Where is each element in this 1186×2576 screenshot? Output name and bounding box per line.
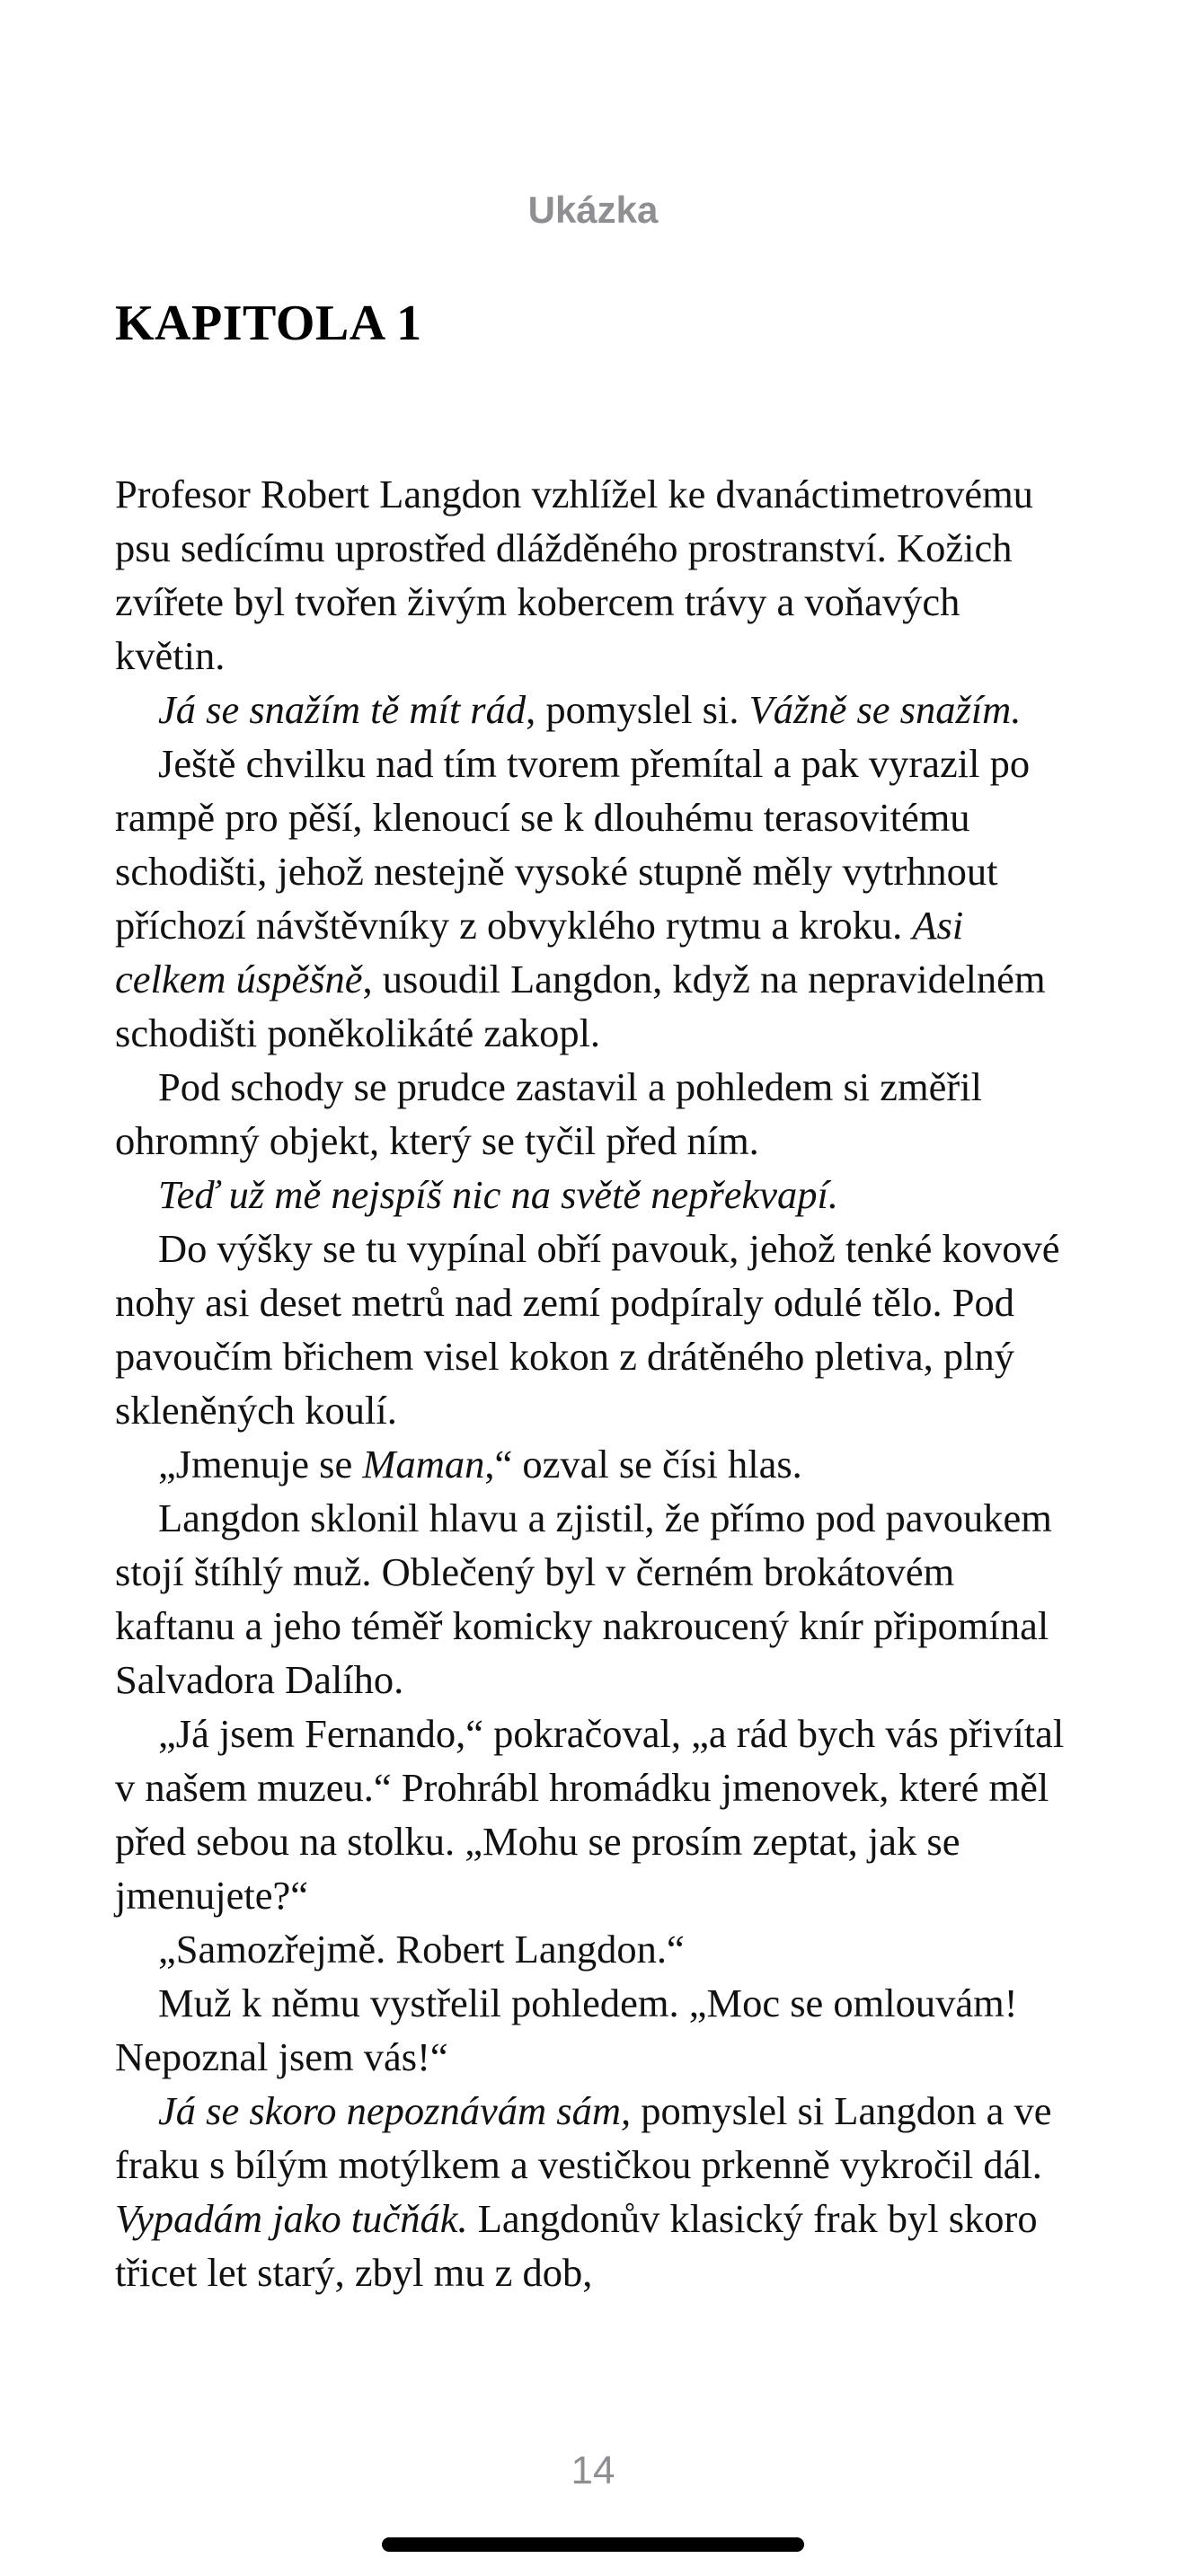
paragraph (115, 1437, 1076, 1491)
text-run: Muž k němu vystřelil pohledem. „Moc se omlouvám! Nepoznal jsem vás!“ (115, 1981, 1018, 2079)
text-run: „Já jsem Fernando,“ pokračoval, „a rád bych vás přivítal v našem muzeu.“ Prohrábl hromádku jmenovek, které měl před sebou na stolku. „Mohu se prosím zeptat, jak se jmenujete?“ (115, 1711, 1065, 1918)
paragraph (115, 1222, 1076, 1437)
paragraph (115, 737, 1076, 1060)
paragraph (115, 1168, 1076, 1222)
paragraph (115, 2084, 1076, 2299)
home-indicator[interactable] (382, 2537, 804, 2552)
italic-text: Maman (362, 1442, 485, 1486)
page-number: 14 (571, 2448, 615, 2492)
book-text (115, 467, 1076, 2299)
text-run: Ještě chvilku nad tím tvorem přemítal a pak vyrazil po rampě pro pěší, klenoucí se k dlouhému terasovitému schodišti, jehož nestejně vysoké stupně měly vytrhnout příchozí návštěvníky z obvyklého rytmu a kroku. (115, 741, 1031, 948)
italic-text: Vypadám jako tučňák. (115, 2196, 468, 2241)
text-run: ,“ ozval se čísi hlas. (484, 1442, 802, 1486)
text-run: , usoudil Langdon, když na nepravidelném schodišti poněkolikáté zakopl. (115, 957, 1046, 1055)
italic-text: Já se skoro nepoznávám sám, (158, 2088, 632, 2133)
book-title: Ukázka (527, 189, 659, 231)
text-run: pomyslel si Langdon a ve fraku s bílým motýlkem a vestičkou prkenně vykročil dál. (115, 2088, 1052, 2187)
paragraph (115, 683, 1076, 737)
text-run: „Jmenuje se (158, 1442, 363, 1486)
text-run: „Samozřejmě. Robert Langdon.“ (158, 1927, 685, 1972)
paragraph (115, 467, 1076, 683)
text-run: Langdonův klasický frak byl skoro třicet let starý, zbyl mu z dob, (115, 2196, 1038, 2295)
italic-text: Já se snažím tě mít rád (158, 687, 527, 732)
chapter-heading: KAPITOLA 1 (115, 296, 422, 351)
paragraph (115, 1922, 1076, 1976)
text-run: Langdon sklonil hlavu a zjistil, že přímo pod pavoukem stojí štíhlý muž. Oblečený byl v černém brokátovém kaftanu a jeho téměř komicky nakroucený knír připomínal Salvadora Dalího. (115, 1495, 1052, 1702)
italic-text: Teď už mě nejspíš nic na světě nepřekvapí. (158, 1172, 839, 1217)
text-run: Profesor Robert Langdon vzhlížel ke dvanáctimetrovému psu sedícímu uprostřed dlážděného prostranství. Kožich zvířete byl tvořen živým kobercem trávy a voňavých květin. (115, 472, 1033, 678)
italic-text: Asi celkem úspěšně (115, 903, 964, 1001)
paragraph (115, 1060, 1076, 1168)
italic-text: Vážně se snažím. (748, 687, 1022, 732)
paragraph (115, 1976, 1076, 2084)
text-run: Do výšky se tu vypínal obří pavouk, jehož tenké kovové nohy asi deset metrů nad zemí podpíraly odulé tělo. Pod pavoučím břichem visel kokon z drátěného pletiva, plný skleněných koulí. (115, 1226, 1060, 1433)
paragraph (115, 1707, 1076, 1922)
paragraph (115, 1491, 1076, 1707)
text-run: Pod schody se prudce zastavil a pohledem si změřil ohromný objekt, který se tyčil před ním. (115, 1064, 982, 1163)
text-run: , pomyslel si. (526, 687, 749, 732)
